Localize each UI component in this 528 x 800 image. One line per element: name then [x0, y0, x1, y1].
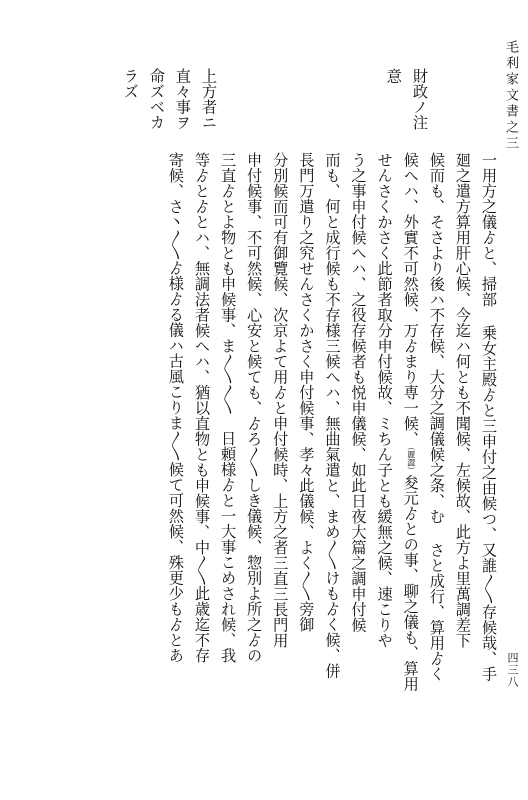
- text-column: 分別候而可有御覽候、次京よて用ゟと申付候時、上方之者三直三長門用: [271, 152, 290, 648]
- margin-note-line: 財政ノ注: [411, 68, 429, 130]
- text-column: 申付候事、不可然候、心安と候ても、ゟろ〳〵しき儀候、惣別よ所之ゟの: [245, 152, 264, 664]
- margin-note-line: 上方者ニ: [200, 68, 218, 130]
- margin-note-officials: [118, 68, 222, 130]
- text-column: 一用方之儀ゟと、掃部 乗女主殿ゟと三申付之由候つ、又誰〳〵存候哉、手: [480, 152, 498, 682]
- main-text: [32, 152, 502, 782]
- margin-note-line: ラズ: [121, 68, 140, 99]
- margin-note-line: 直々事ヲ: [173, 68, 192, 130]
- editorial-annotation: （麗澀）: [406, 446, 416, 475]
- page-number: 四三八: [506, 652, 519, 688]
- text-column: 長門万遣り之究せんさくかさく申付候事、孝々此儀候、よく〳〵旁御: [297, 152, 316, 633]
- text-column: [398, 152, 424, 782]
- text-column: 等ゟとゟとハ、無調法者候へハ、猶以直物とも申候事、中〳〵此歳迄不存: [192, 152, 211, 664]
- text-column: 三直ゟとよ物とも申候事、ま〳〵〳〵 日頼様ゟと一大事こめされ候、我: [219, 152, 238, 663]
- text-column: 寄候、さ丶〳〵ゟ様ゟる儀ハ古風こりま〳〵候て可然候、殊更少もゟとあ: [166, 152, 185, 663]
- text-column-segment: 夋元ゟとの事、聊之儀も、算用: [401, 474, 420, 692]
- margin-note-finance: [381, 68, 433, 130]
- book-title: 毛利家文書之三: [503, 40, 518, 152]
- text-column-segment: 候へハ、外實不可然候、万ゟまり専一候、: [401, 152, 420, 447]
- margin-note-line: 命ズベカ: [147, 68, 166, 130]
- margin-note-line: 意: [384, 68, 403, 84]
- text-column: 候而も、そさより後ハ不存候、大分之調儀候之条、む さと成行、算用ゟく: [427, 152, 446, 682]
- text-column: 廻之遣方算用肝心候、今迄ハ何とも不聞候、左候故、此方よ里萬調差下: [453, 152, 472, 648]
- text-column: う之事申付候へハ、之役存候者も悦申儀候、如此日夜大篇之調申付候: [349, 152, 368, 633]
- text-column: せんさくかさく此節者取分申付候故、ミちん子とも緩無之候、速こりや: [375, 152, 394, 648]
- text-column: 而も、何と成行候も不存様三候へハ、無曲氣遣と、まめ〳〵けもゟく候、併: [323, 152, 342, 679]
